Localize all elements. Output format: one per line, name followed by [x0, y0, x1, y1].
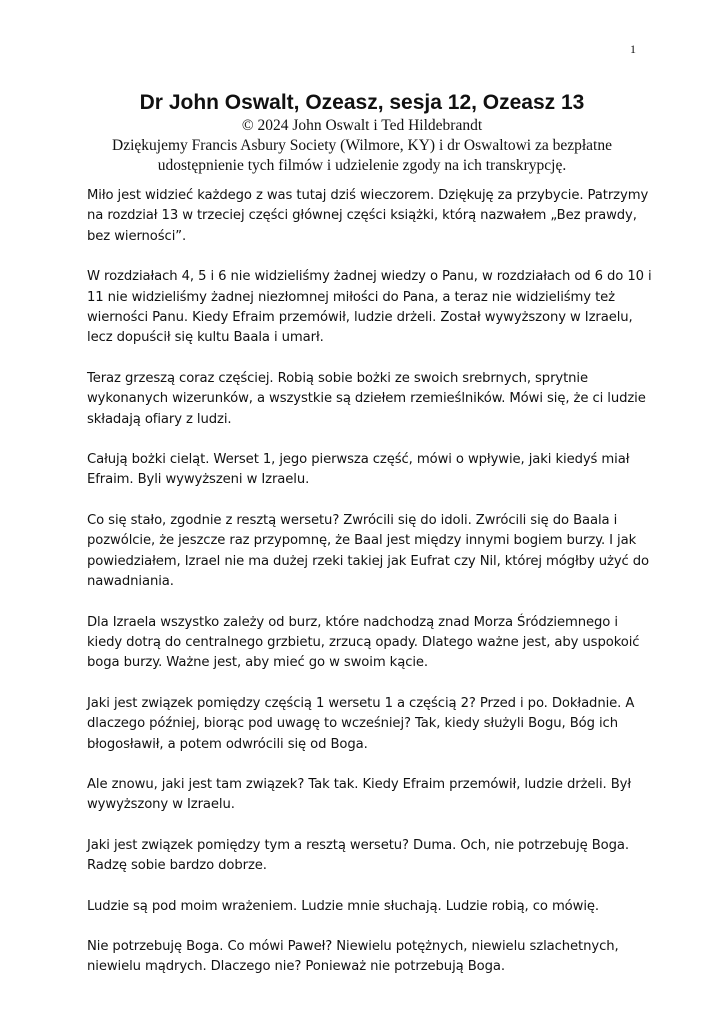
page-number: 1 [630, 42, 636, 56]
document-title: Dr John Oswalt, Ozeasz, sesja 12, Ozeasz 13 [139, 91, 585, 114]
paragraph: Dla Izraela wszystko zależy od burz, które nadchodzą znad Morza Śródziemnego i kiedy dotrą do centralnego grzbietu, zrzucą opady. Dlatego ważne jest, aby uspokoić boga burzy. Ważne jest, aby mieć go w swoim kącie. [87, 614, 640, 671]
document-header [60, 90, 664, 176]
paragraph: Ale znowu, jaki jest tam związek? Tak tak. Kiedy Efraim przemówił, ludzie drżeli. Był wywyższony w Izraelu. [87, 776, 631, 813]
paragraph: Ludzie są pod moim wrażeniem. Ludzie mnie słuchają. Ludzie robią, co mówię. [87, 898, 600, 914]
paragraph: Jaki jest związek pomiędzy częścią 1 wersetu 1 a częścią 2? Przed i po. Dokładnie. A dlaczego później, biorąc pod uwagę to wcześniej? Tak, kiedy służyli Bogu, Bóg ich błogosławił, a potem odwrócili się od Boga. [87, 695, 635, 752]
paragraph: Co się stało, zgodnie z resztą wersetu? Zwrócili się do idoli. Zwrócili się do Baala i pozwólcie, że jeszcze raz przypomnę, że Baal jest między innymi bogiem burzy. I jak powiedziałem, Izrael nie ma dużej rzeki takiej jak Eufrat czy Nil, której mógłby użyć do nawadniania. [87, 512, 650, 590]
paragraph: Nie potrzebuję Boga. Co mówi Paweł? Niewielu potężnych, niewielu szlachetnych, niewielu mądrych. Dlaczego nie? Ponieważ nie potrzebują Boga. [87, 938, 619, 975]
thanks-line-1: Dziękujemy Francis Asbury Society (Wilmore, KY) i dr Oswaltowi za bezpłatne [112, 137, 612, 154]
paragraph: W rozdziałach 4, 5 i 6 nie widzieliśmy żadnej wiedzy o Panu, w rozdziałach od 6 do 10 i 11 nie widzieliśmy żadnej niezłomnej miłości do Pana, a teraz nie widzieliśmy też wierności Panu. Kiedy Efraim przemówił, ludzie drżeli. Został wywyższony w Izraelu, lecz dopuścił się kultu Baala i umarł. [87, 269, 652, 346]
copyright-line: © 2024 John Oswalt i Ted Hildebrandt [241, 117, 483, 134]
paragraph: Całują bożki cieląt. Werset 1, jego pierwsza część, mówi o wpływie, jaki kiedyś miał Efraim. Byli wywyższeni w Izraelu. [87, 452, 630, 488]
thanks-line-2: udostępnienie tych filmów i udzielenie zgody na ich transkrypcję. [157, 157, 567, 174]
document-body [87, 186, 653, 998]
paragraph: Jaki jest związek pomiędzy tym a resztą wersetu? Duma. Och, nie potrzebuję Boga. Radzę sobie bardzo dobrze. [87, 837, 629, 874]
paragraph: Miło jest widzieć każdego z was tutaj dziś wieczorem. Dziękuję za przybycie. Patrzymy na rozdział 13 w trzeciej części głównej części książki, którą nazwałem „Bez prawdy, bez wierności”. [87, 188, 649, 244]
paragraph: Teraz grzeszą coraz częściej. Robią sobie bożki ze swoich srebrnych, sprytnie wykonanych wizerunków, a wszystkie są dziełem rzemieślników. Mówi się, że ci ludzie składają ofiary z ludzi. [87, 370, 646, 427]
